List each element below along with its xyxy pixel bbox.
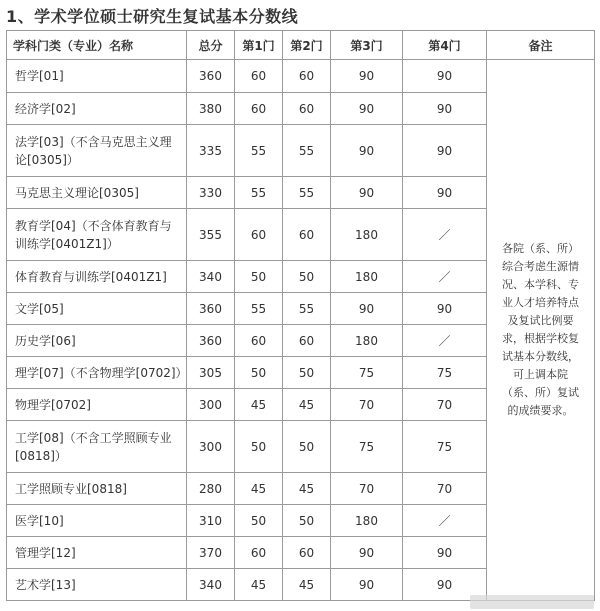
subject-2-score: 50 xyxy=(283,261,331,293)
subject-3-score: 180 xyxy=(331,325,403,357)
total-score: 380 xyxy=(187,93,235,125)
subject-3-score: 90 xyxy=(331,569,403,601)
subject-3-score: 180 xyxy=(331,261,403,293)
total-score: 360 xyxy=(187,293,235,325)
header-row xyxy=(7,31,595,60)
discipline-name: 工学照顾专业[0818] xyxy=(7,473,187,505)
subject-4-score: 90 xyxy=(403,177,487,209)
subject-4-score: ／ xyxy=(403,325,487,357)
subject-4-score: 70 xyxy=(403,389,487,421)
discipline-name: 医学[10] xyxy=(7,505,187,537)
score-table xyxy=(6,30,595,601)
subject-2-score: 45 xyxy=(283,473,331,505)
discipline-name: 经济学[02] xyxy=(7,93,187,125)
discipline-name: 管理学[12] xyxy=(7,537,187,569)
subject-2-score: 55 xyxy=(283,177,331,209)
discipline-name: 体育教育与训练学[0401Z1] xyxy=(7,261,187,293)
subject-2-score: 60 xyxy=(283,537,331,569)
subject-1-score: 55 xyxy=(235,177,283,209)
subject-2-score: 60 xyxy=(283,93,331,125)
subject-2-score: 50 xyxy=(283,505,331,537)
total-score: 280 xyxy=(187,473,235,505)
discipline-name: 艺术学[13] xyxy=(7,569,187,601)
discipline-name: 教育学[04]（不含体育教育与训练学[0401Z1]） xyxy=(7,209,187,261)
subject-3-score: 70 xyxy=(331,389,403,421)
subject-3-score: 90 xyxy=(331,60,403,93)
subject-1-score: 45 xyxy=(235,473,283,505)
discipline-name: 工学[08]（不含工学照顾专业[0818]） xyxy=(7,421,187,473)
subject-4-score: ／ xyxy=(403,209,487,261)
subject-1-score: 60 xyxy=(235,209,283,261)
subject-4-score: 90 xyxy=(403,537,487,569)
subject-3-score: 90 xyxy=(331,537,403,569)
header-subject-4: 第4门 xyxy=(403,31,487,60)
watermark-strip xyxy=(470,595,594,609)
subject-3-score: 90 xyxy=(331,125,403,177)
subject-3-score: 90 xyxy=(331,293,403,325)
subject-1-score: 60 xyxy=(235,93,283,125)
subject-2-score: 50 xyxy=(283,421,331,473)
subject-3-score: 180 xyxy=(331,209,403,261)
subject-4-score: 75 xyxy=(403,357,487,389)
subject-1-score: 55 xyxy=(235,125,283,177)
subject-3-score: 90 xyxy=(331,177,403,209)
total-score: 305 xyxy=(187,357,235,389)
total-score: 310 xyxy=(187,505,235,537)
subject-1-score: 50 xyxy=(235,421,283,473)
page-title: 1、学术学位硕士研究生复试基本分数线 xyxy=(6,7,299,26)
subject-4-score: 75 xyxy=(403,421,487,473)
subject-1-score: 45 xyxy=(235,389,283,421)
subject-4-score: 90 xyxy=(403,125,487,177)
subject-4-score: 90 xyxy=(403,93,487,125)
header-subject-3: 第3门 xyxy=(331,31,403,60)
subject-2-score: 60 xyxy=(283,325,331,357)
subject-3-score: 90 xyxy=(331,93,403,125)
subject-4-score: ／ xyxy=(403,261,487,293)
discipline-name: 哲学[01] xyxy=(7,60,187,93)
total-score: 335 xyxy=(187,125,235,177)
discipline-name: 文学[05] xyxy=(7,293,187,325)
subject-1-score: 50 xyxy=(235,505,283,537)
discipline-name: 马克思主义理论[0305] xyxy=(7,177,187,209)
subject-1-score: 50 xyxy=(235,357,283,389)
table-row xyxy=(7,60,595,93)
total-score: 300 xyxy=(187,389,235,421)
total-score: 360 xyxy=(187,325,235,357)
total-score: 370 xyxy=(187,537,235,569)
remark-cell: 各院（系、所）综合考虑生源情况、本学科、专业人才培养特点及复试比例要求，根据学校复试基本分数线，可上调本院（系、所）复试的成绩要求。 xyxy=(487,60,595,601)
total-score: 340 xyxy=(187,569,235,601)
header-subject-1: 第1门 xyxy=(235,31,283,60)
header-remark: 备注 xyxy=(487,31,595,60)
subject-3-score: 180 xyxy=(331,505,403,537)
subject-2-score: 60 xyxy=(283,209,331,261)
discipline-name: 历史学[06] xyxy=(7,325,187,357)
subject-3-score: 75 xyxy=(331,357,403,389)
subject-2-score: 55 xyxy=(283,125,331,177)
total-score: 360 xyxy=(187,60,235,93)
subject-2-score: 50 xyxy=(283,357,331,389)
subject-2-score: 45 xyxy=(283,389,331,421)
subject-4-score: 90 xyxy=(403,569,487,601)
subject-1-score: 50 xyxy=(235,261,283,293)
subject-3-score: 75 xyxy=(331,421,403,473)
discipline-name: 法学[03]（不含马克思主义理论[0305]） xyxy=(7,125,187,177)
subject-4-score: 70 xyxy=(403,473,487,505)
subject-1-score: 60 xyxy=(235,325,283,357)
subject-4-score: 90 xyxy=(403,293,487,325)
total-score: 300 xyxy=(187,421,235,473)
total-score: 340 xyxy=(187,261,235,293)
subject-1-score: 60 xyxy=(235,60,283,93)
subject-2-score: 45 xyxy=(283,569,331,601)
subject-1-score: 55 xyxy=(235,293,283,325)
header-name: 学科门类（专业）名称 xyxy=(7,31,187,60)
header-subject-2: 第2门 xyxy=(283,31,331,60)
discipline-name: 物理学[0702] xyxy=(7,389,187,421)
subject-4-score: 90 xyxy=(403,60,487,93)
subject-3-score: 70 xyxy=(331,473,403,505)
total-score: 330 xyxy=(187,177,235,209)
subject-1-score: 45 xyxy=(235,569,283,601)
discipline-name: 理学[07]（不含物理学[0702]） xyxy=(7,357,187,389)
total-score: 355 xyxy=(187,209,235,261)
subject-2-score: 55 xyxy=(283,293,331,325)
header-total: 总分 xyxy=(187,31,235,60)
subject-2-score: 60 xyxy=(283,60,331,93)
subject-1-score: 60 xyxy=(235,537,283,569)
subject-4-score: ／ xyxy=(403,505,487,537)
